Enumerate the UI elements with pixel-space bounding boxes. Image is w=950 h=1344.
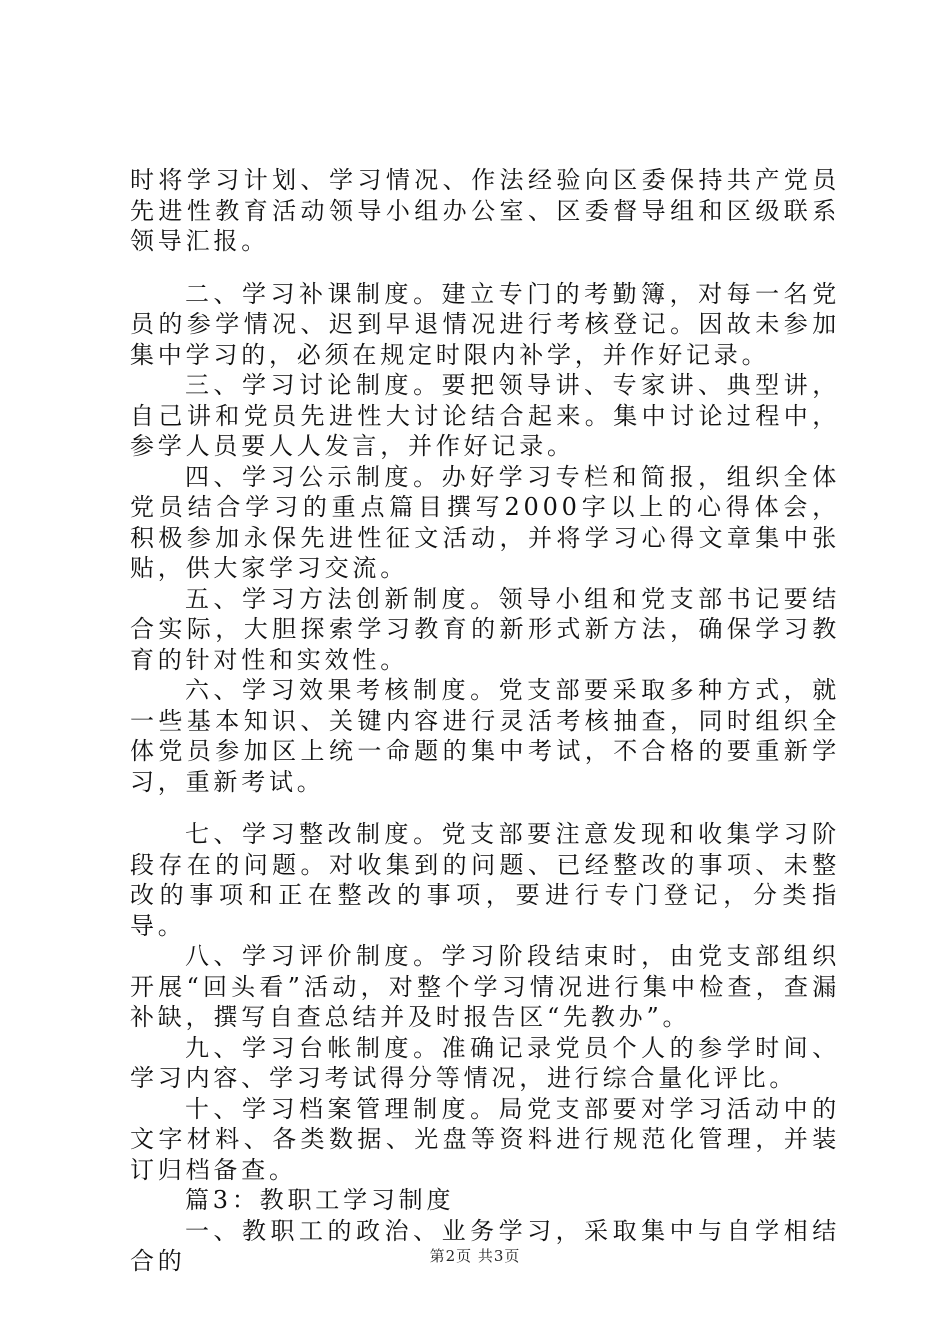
paragraph-item-6: 六、学习效果考核制度。党支部要采取多种方式，就一些基本知识、关键内容进行灵活考核抽查，同时组织全体党员参加区上统一命题的集中考试，不合格的要重新学习，重新考试。: [130, 676, 840, 796]
section-heading: 篇3：教职工学习制度: [185, 1186, 455, 1214]
document-body: [130, 165, 840, 1277]
paragraph-item-5: 五、学习方法创新制度。领导小组和党支部书记要结合实际，大胆探索学习教育的新形式新方法，确保学习教育的针对性和实效性。: [130, 584, 840, 674]
paragraph-item-2: 二、学习补课制度。建立专门的考勤簿，对每一名党员的参学情况、迟到早退情况进行考核登记。因故未参加集中学习的，必须在规定时限内补学，并作好记录。: [130, 279, 840, 369]
paragraph-continuation: 时将学习计划、学习情况、作法经验向区委保持共产党员先进性教育活动领导小组办公室、区委督导组和区级联系领导汇报。: [130, 166, 840, 255]
paragraph-item-8: 八、学习评价制度。学习阶段结束时，由党支部组织开展“回头看”活动，对整个学习情况进行集中检查，查漏补缺，撰写自查总结并及时报告区“先教办”。: [130, 942, 840, 1031]
paragraph-item-7: 七、学习整改制度。党支部要注意发现和收集学习阶段存在的问题。对收集到的问题、已经整改的事项、未整改的事项和正在整改的事项，要进行专门登记，分类指导。: [130, 820, 840, 940]
paragraph-item-10: 十、学习档案管理制度。局党支部要对学习活动中的文字材料、各类数据、光盘等资料进行规范化管理，并装订归档备查。: [130, 1094, 840, 1184]
paragraph-item-4: 四、学习公示制度。办好学习专栏和简报，组织全体党员结合学习的重点篇目撰写2000字以上的心得体会，积极参加永保先进性征文活动，并将学习心得文章集中张贴，供大家学习交流。: [130, 462, 840, 582]
paragraph-gap: [130, 797, 840, 819]
paragraph-item-section3-1: 一、教职工的政治、业务学习，采取集中与自学相结合的: [130, 1216, 840, 1275]
paragraph-item-9: 九、学习台帐制度。准确记录党员个人的参学时间、学习内容、学习考试得分等情况，进行综合量化评比。: [130, 1033, 840, 1092]
paragraph-gap: [130, 257, 840, 279]
page-number-footer: 第2页 共3页: [429, 1247, 521, 1265]
paragraph-item-3: 三、学习讨论制度。要把领导讲、专家讲、典型讲，自己讲和党员先进性大讨论结合起来。集中讨论过程中，参学人员要人人发言，并作好记录。: [130, 371, 840, 460]
